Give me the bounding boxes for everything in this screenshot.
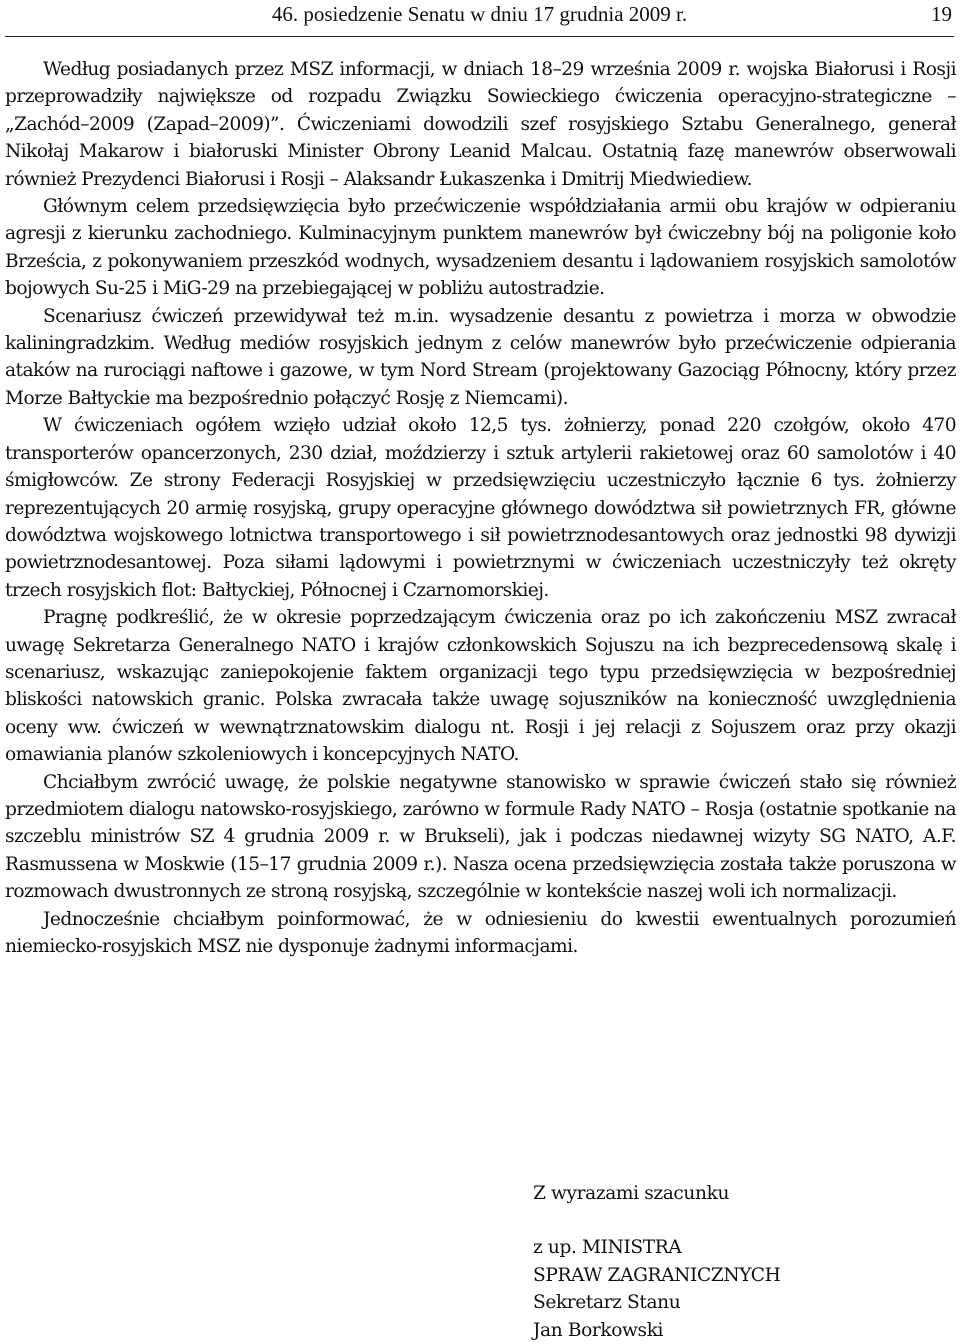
page-number: 19 (931, 2, 952, 26)
paragraph: Chciałbym zwrócić uwagę, że polskie negatywne stanowisko w sprawie ćwiczeń stało się również przedmiotem dialogu natowsko-rosyjskiego, zarówno w formule Rady NATO – Rosja (ostatnie spotkanie na szczeblu ministrów SZ 4 grudnia 2009 r. w Brukseli), jak i podczas niedawnej wizyty SG NATO, A.F. Rasmussena w Moskwie (15–17 grudnia 2009 r.). Nasza ocena przedsięwzięcia została także poruszona w rozmowach dwustronnych ze stroną rosyjską, szczególnie w kontekście naszej woli ich normalizacji. (5, 771, 956, 903)
paragraph: Według posiadanych przez MSZ informacji, w dniach 18–29 września 2009 r. wojska Białorusi i Rosji przeprowadziły największe od rozpadu Związku Sowieckiego ćwiczenia operacyjno-strategiczne – „Zachód–2009 (Zapad–2009)”. Ćwiczeniami dowodzili szef rosyjskiego Sztabu Generalnego, generał Nikołaj Makarow i białoruski Minister Obrony Leanid Malcau. Ostatnią fazę manewrów obserwowali również Prezydenci Białorusi i Rosji – Alaksandr Łukaszenka i Dmitrij Miedwiediew. (5, 59, 956, 190)
signature-line: z up. MINISTRA (533, 1237, 682, 1259)
signatory-name: Jan Borkowski (533, 1319, 664, 1341)
paragraph: Jednocześnie chciałbym poinformować, że w odniesieniu do kwestii ewentualnych porozumień niemiecko-rosyjskich MSZ nie dysponuje żadnymi informacjami. (5, 908, 956, 957)
paragraph: Pragnę podkreślić, że w okresie poprzedzającym ćwiczenia oraz po ich zakończeniu MSZ zwracał uwagę Sekretarza Generalnego NATO i krajów członkowskich Sojuszu na ich bezprecedensową skalę i scenariusz, wskazując zaniepokojenie faktem organizacji tego typu przedsięwzięcia w bezpośredniej bliskości natowskich granic. Polska zwracała także uwagę sojuszników na konieczność uwzględnienia oceny ww. ćwiczeń w wewnątrznatowskim dialogu nt. Rosji i jej relacji z Sojuszem oraz przy okazji omawiania planów szkoleniowych i koncepcyjnych NATO. (5, 607, 956, 766)
signature-block (533, 1180, 780, 1344)
closing-greeting: Z wyrazami szacunku (533, 1183, 730, 1204)
paragraph: Głównym celem przedsięwzięcia było przećwiczenie współdziałania armii obu krajów w odpieraniu agresji z kierunku zachodniego. Kulminacyjnym punktem manewrów był ćwiczebny bój na poligonie koło Brześcia, z pokonywaniem przeszkód wodnych, wysadzeniem desantu i lądowaniem rosyjskich samolotów bojowych Su-25 i MiG-29 na przebiegającej w pobliżu autostradzie. (5, 196, 956, 300)
letter-body (5, 56, 956, 960)
paragraph: W ćwiczeniach ogółem wzięło udział około 12,5 tys. żołnierzy, ponad 220 czołgów, około 470 transporterów opancerzonych, 230 dział, moździerzy i sztuk artylerii rakietowej oraz 60 samolotów i 40 śmigłowców. Ze strony Federacji Rosyjskiej w przedsięwzięciu uczestniczyło łącznie 6 tys. żołnierzy reprezentujących 20 armię rosyjską, grupy operacyjne głównego dowództwa sił powietrznych FR, główne dowództwa wojskowego lotnictwa transportowego i sił powietrznodesantowych oraz jednostki 98 dywizji powietrznodesantowej. Poza siłami lądowymi i powietrznymi w ćwiczeniach uczestniczyły też okręty trzech rosyjskich flot: Bałtyckiej, Północnej i Czarnomorskiej. (5, 415, 956, 601)
signature-line: SPRAW ZAGRANICZNYCH (533, 1264, 781, 1286)
page-header (5, 0, 954, 37)
signature-line: Sekretarz Stanu (533, 1292, 681, 1314)
header-title: 46. posiedzenie Senatu w dniu 17 grudnia 2009 r. (271, 2, 688, 26)
paragraph: Scenariusz ćwiczeń przewidywał też m.in. wysadzenie desantu z powietrza i morza w obwodzie kaliningradzkim. Według mediów rosyjskich jednym z celów manewrów było przećwiczenie odpierania ataków na rurociągi naftowe i gazowe, w tym Nord Stream (projektowany Gazociąg Północny, który przez Morze Bałtyckie ma bezpośrednio połączyć Rosję z Niemcami). (5, 305, 956, 409)
